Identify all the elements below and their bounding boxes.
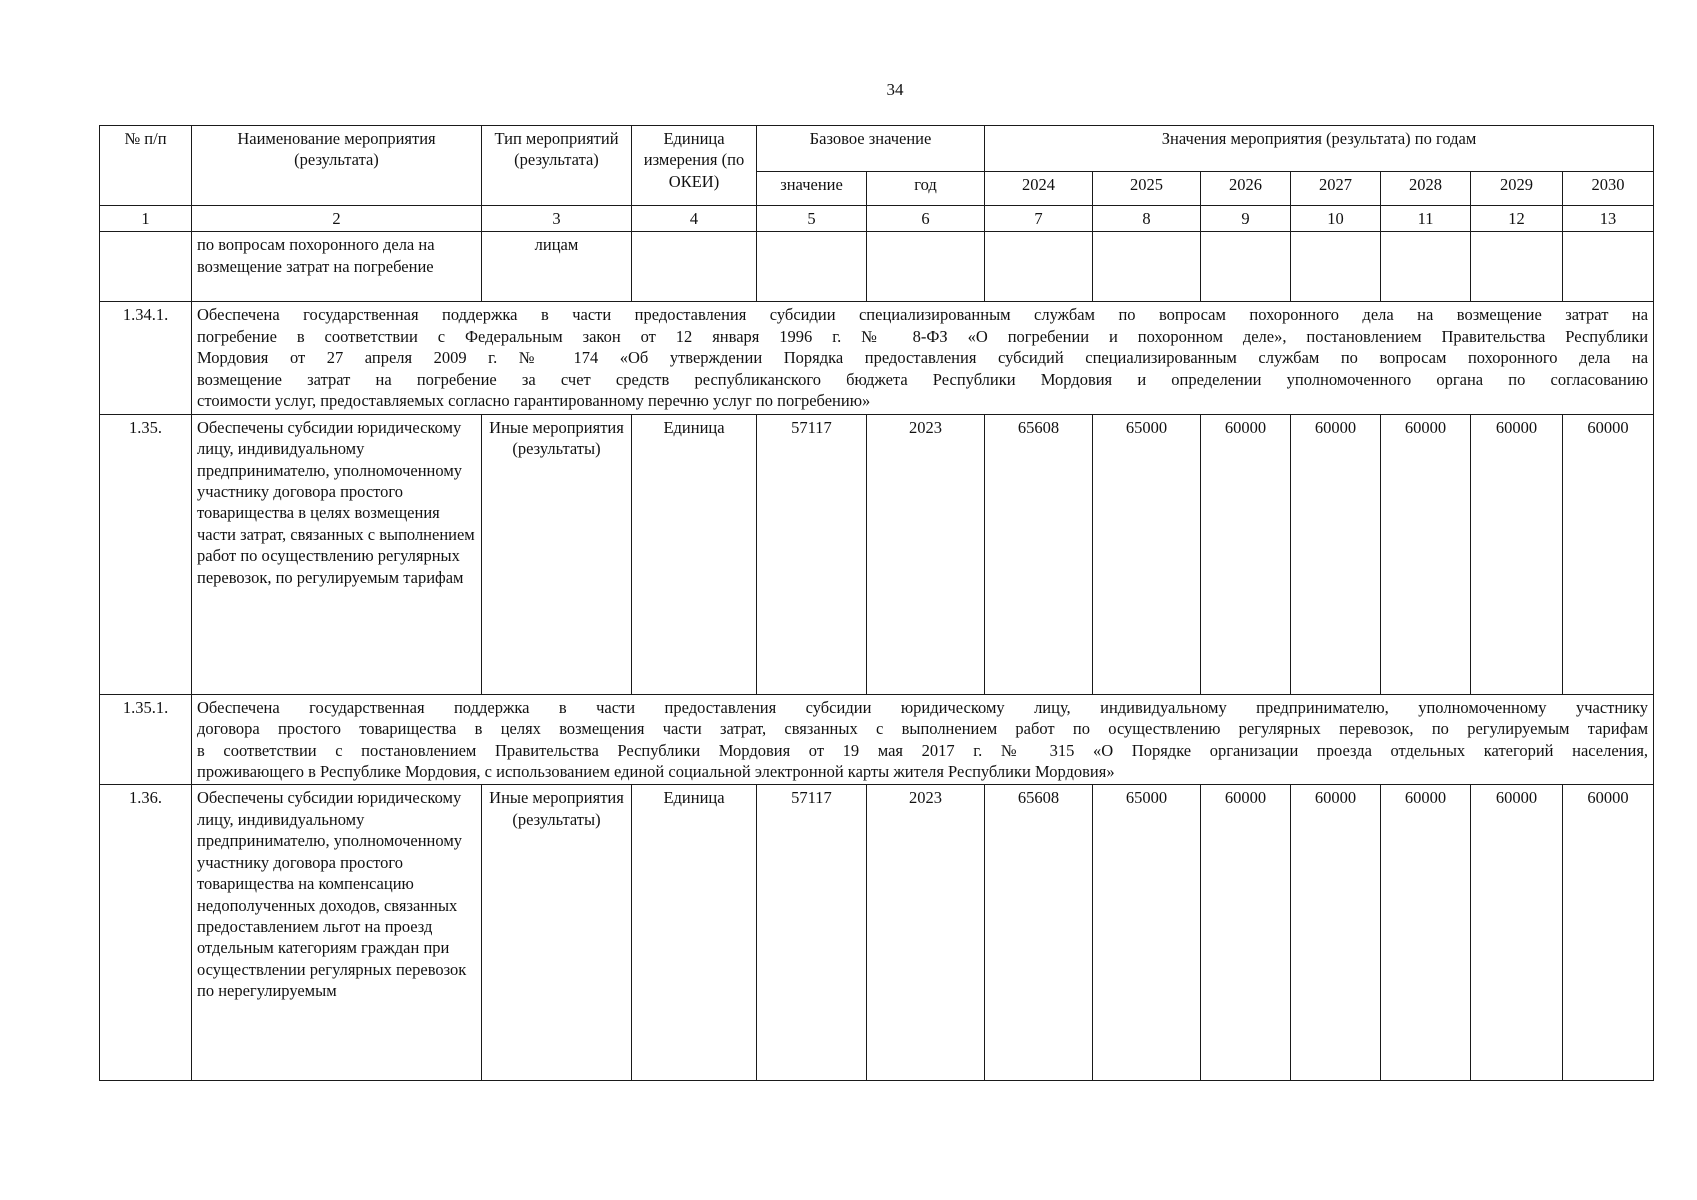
row-year-value: 65000 bbox=[1093, 785, 1201, 1081]
column-number: 3 bbox=[482, 206, 632, 232]
table-row-1-35-1 bbox=[100, 694, 1654, 785]
row-year-value: 60000 bbox=[1201, 414, 1291, 694]
column-number: 6 bbox=[867, 206, 985, 232]
empty-cell bbox=[1563, 232, 1654, 302]
header-base: Базовое значение bbox=[757, 126, 985, 172]
description-line: стоимости услуг, предоставляемых согласно гарантированному перечню услуг по погребению» bbox=[197, 391, 871, 411]
header-base-year: год bbox=[867, 172, 985, 206]
header-year: 2026 bbox=[1201, 172, 1291, 206]
description-line: в соответствии с постановлением Правительства Республики Мордовия от 19 мая 2017 г. № 315 «О Порядке организации проезда отдельных категорий населения, bbox=[197, 740, 1649, 760]
results-table bbox=[99, 125, 1654, 1081]
header-year: 2025 bbox=[1093, 172, 1201, 206]
page-number: 34 bbox=[886, 80, 904, 99]
description-line: проживающего в Республике Мордовия, с использованием единой социальной электронной карты жителя Республики Мордовия» bbox=[197, 761, 1115, 781]
column-number: 9 bbox=[1201, 206, 1291, 232]
row-year-value: 65608 bbox=[985, 414, 1093, 694]
header-year: 2028 bbox=[1381, 172, 1471, 206]
table-row-1-35 bbox=[100, 414, 1654, 694]
column-number: 11 bbox=[1381, 206, 1471, 232]
table-row-continuation bbox=[100, 232, 1654, 302]
row-year-value: 65000 bbox=[1093, 414, 1201, 694]
empty-cell bbox=[1201, 232, 1291, 302]
row-year-value: 60000 bbox=[1471, 414, 1563, 694]
row-type: Иные мероприятия (результаты) bbox=[482, 785, 632, 1081]
column-number: 13 bbox=[1563, 206, 1654, 232]
row-year-value: 60000 bbox=[1471, 785, 1563, 1081]
empty-cell bbox=[867, 232, 985, 302]
header-unit: Единица измерения (по ОКЕИ) bbox=[632, 126, 757, 206]
description-line: возмещение затрат на погребение за счет средств республиканского бюджета Республики Мордовия и определении уполномоченного органа по согласованию bbox=[197, 369, 1649, 389]
empty-cell bbox=[1093, 232, 1201, 302]
header-year: 2024 bbox=[985, 172, 1093, 206]
row-base-value: 57117 bbox=[757, 414, 867, 694]
header-num: № п/п bbox=[100, 126, 192, 206]
row-unit: Единица bbox=[632, 785, 757, 1081]
empty-cell bbox=[757, 232, 867, 302]
empty-cell bbox=[1381, 232, 1471, 302]
table-row-1-34-1 bbox=[100, 302, 1654, 414]
column-number: 5 bbox=[757, 206, 867, 232]
column-numbers-row bbox=[100, 206, 1654, 232]
header-year: 2027 bbox=[1291, 172, 1381, 206]
row-num: 1.36. bbox=[100, 785, 192, 1081]
description-line: Обеспечена государственная поддержка в части предоставления субсидии специализированным службам по вопросам похоронного дела на возмещение затрат на bbox=[197, 305, 1649, 325]
row-type: Иные мероприятия (результаты) bbox=[482, 414, 632, 694]
header-base-value: значение bbox=[757, 172, 867, 206]
empty-cell bbox=[985, 232, 1093, 302]
header-years: Значения мероприятия (результата) по годам bbox=[985, 126, 1654, 172]
column-number: 7 bbox=[985, 206, 1093, 232]
empty-cell bbox=[632, 232, 757, 302]
row-num: 1.35.1. bbox=[100, 694, 192, 785]
description-line: договора простого товарищества в целях возмещения части затрат, связанных с выполнением работ по осуществлению регулярных перевозок, по регулируемым тарифам bbox=[197, 719, 1649, 739]
row-num: 1.34.1. bbox=[100, 302, 192, 414]
row-year-value: 60000 bbox=[1563, 414, 1654, 694]
header-year: 2029 bbox=[1471, 172, 1563, 206]
header-name: Наименование мероприятия (результата) bbox=[192, 126, 482, 206]
row-description bbox=[192, 302, 1654, 414]
row-num bbox=[100, 232, 192, 302]
row-name: по вопросам похоронного дела на возмещение затрат на погребение bbox=[192, 232, 482, 302]
row-year-value: 60000 bbox=[1381, 785, 1471, 1081]
row-year-value: 65608 bbox=[985, 785, 1093, 1081]
table-row-1-36 bbox=[100, 785, 1654, 1081]
empty-cell bbox=[1471, 232, 1563, 302]
row-year-value: 60000 bbox=[1291, 414, 1381, 694]
column-number: 12 bbox=[1471, 206, 1563, 232]
row-name: Обеспечены субсидии юридическому лицу, индивидуальному предпринимателю, уполномоченному участнику договора простого товарищества на компенсацию недополученных доходов, связанных предоставлением льгот на проезд отдельным категориям граждан при осуществлении регулярных перевозок по нерегулируемым bbox=[192, 785, 482, 1081]
table-header-row bbox=[100, 126, 1654, 172]
row-year-value: 60000 bbox=[1291, 785, 1381, 1081]
header-year: 2030 bbox=[1563, 172, 1654, 206]
row-year-value: 60000 bbox=[1201, 785, 1291, 1081]
row-type: лицам bbox=[482, 232, 632, 302]
description-line: Мордовия от 27 апреля 2009 г. № 174 «Об утверждении Порядка предоставления субсидий специализированным службам по вопросам похоронного дела на bbox=[197, 348, 1649, 368]
empty-cell bbox=[1291, 232, 1381, 302]
description-line: Обеспечена государственная поддержка в части предоставления субсидии юридическому лицу, индивидуальному предпринимателю, уполномоченному участнику bbox=[197, 697, 1649, 717]
row-year-value: 60000 bbox=[1381, 414, 1471, 694]
column-number: 4 bbox=[632, 206, 757, 232]
row-base-value: 57117 bbox=[757, 785, 867, 1081]
column-number: 10 bbox=[1291, 206, 1381, 232]
row-year-value: 60000 bbox=[1563, 785, 1654, 1081]
row-unit: Единица bbox=[632, 414, 757, 694]
row-base-year: 2023 bbox=[867, 785, 985, 1081]
row-num: 1.35. bbox=[100, 414, 192, 694]
header-type: Тип мероприятий (результата) bbox=[482, 126, 632, 206]
row-description bbox=[192, 694, 1654, 785]
description-line: погребение в соответствии с Федеральным закон от 12 января 1996 г. № 8-ФЗ «О погребении и похоронном деле», постановлением Правительства Республики bbox=[197, 326, 1649, 346]
row-name: Обеспечены субсидии юридическому лицу, индивидуальному предпринимателю, уполномоченному участнику договора простого товарищества в целях возмещения части затрат, связанных с выполнением работ по осуществлению регулярных перевозок, по регулируемым тарифам bbox=[192, 414, 482, 694]
column-number: 1 bbox=[100, 206, 192, 232]
row-base-year: 2023 bbox=[867, 414, 985, 694]
column-number: 2 bbox=[192, 206, 482, 232]
column-number: 8 bbox=[1093, 206, 1201, 232]
